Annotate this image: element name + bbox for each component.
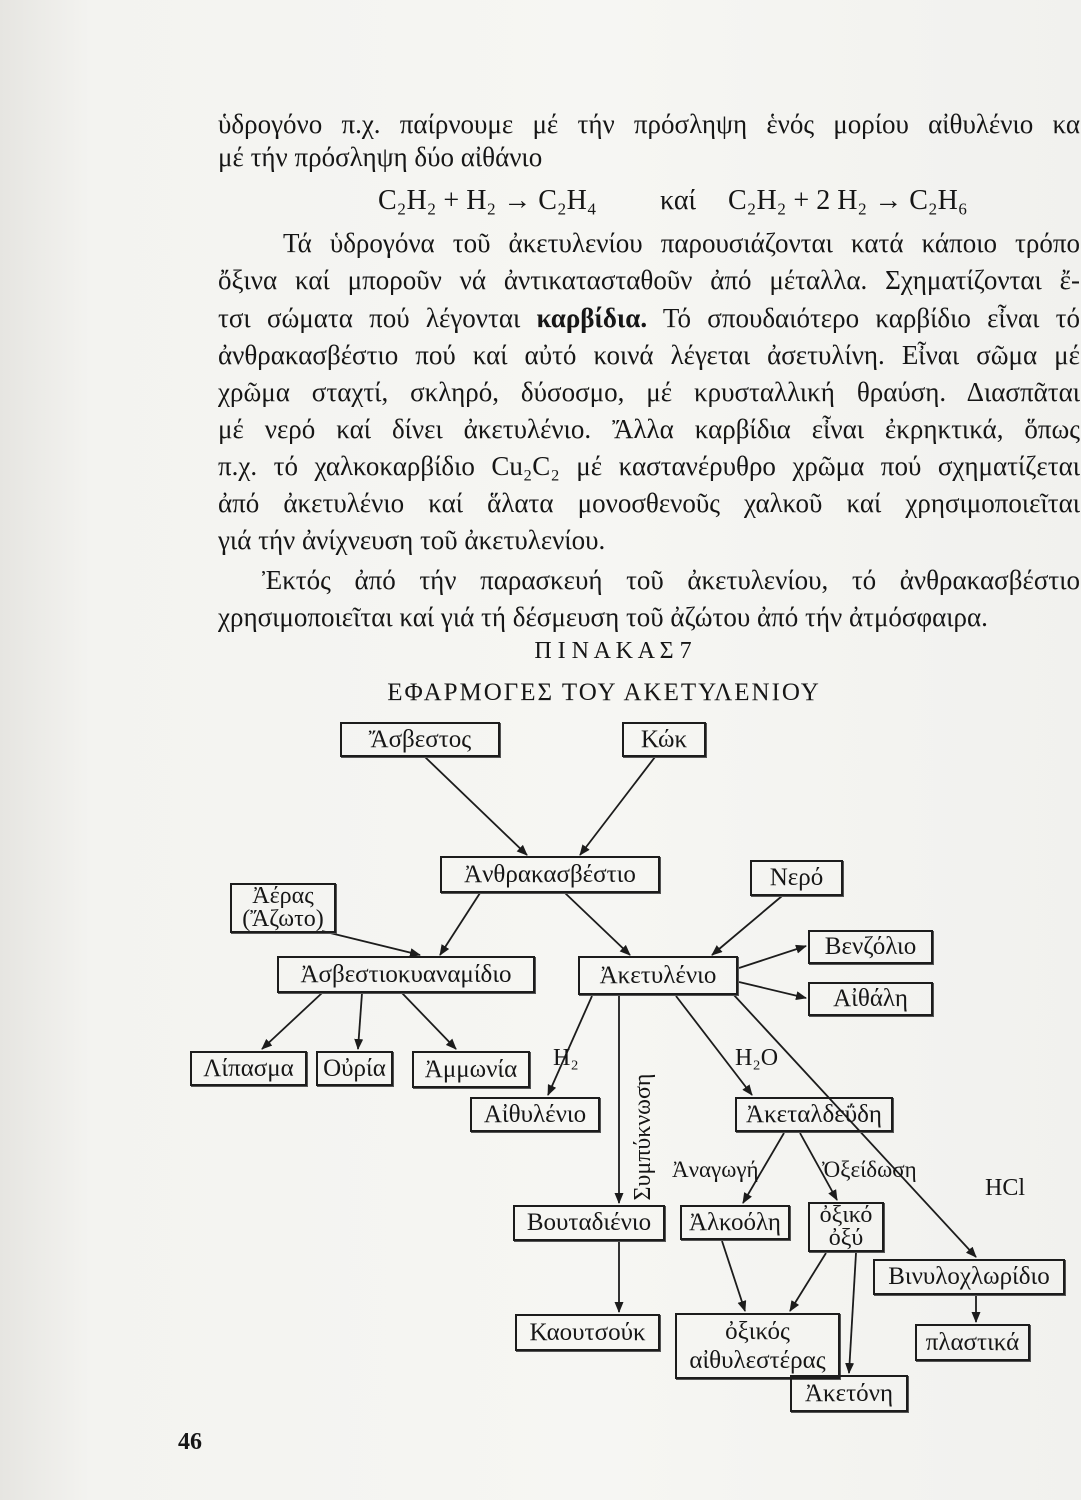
node-anthrakasvestio <box>440 856 660 893</box>
node-kok <box>622 722 706 757</box>
page-number: 46 <box>178 1429 202 1455</box>
node-label: Ἀέρας <box>252 883 314 909</box>
table-number: Π Ι Ν Α Κ Α Σ 7 <box>534 638 692 664</box>
node-label: Βινυλοχλωρίδιο <box>888 1263 1050 1290</box>
text-line: μέ τήν πρόσληψη δύο αἰθάνιο <box>218 142 543 172</box>
text-line: ἀπό ἀκετυλένιο καί ἅλατα μονοσθενοῦς χαλκοῦ καί χρησιμοποιεῖται <box>218 488 1080 518</box>
node-ouria <box>316 1051 393 1086</box>
text-segment: Τό σπουδαιότερο καρβίδιο εἶναι τό <box>647 303 1080 333</box>
node-aeras <box>230 883 336 933</box>
node-label: ὀξικός <box>725 1318 790 1345</box>
node-label: Ἀκεταλδεΰδη <box>746 1100 882 1128</box>
node-label: Ἀλκοόλη <box>689 1208 781 1236</box>
text-line: γιά τήν ἀνίχνευση τοῦ ἀκετυλενίου. <box>218 525 606 555</box>
node-ammonia <box>412 1051 530 1088</box>
edge-label-hydrogen: H₂ <box>553 1045 579 1071</box>
arrow-anthrakasvestio-to-aketylenio <box>565 893 630 955</box>
node-label: Βενζόλιο <box>824 933 917 960</box>
edge-label-oxidation: Ὀξείδωση <box>822 1157 917 1182</box>
arrow-asvestiokyanamidio-to-ammonia <box>402 993 456 1049</box>
node-kaoutsouk <box>515 1314 660 1351</box>
bold-term-carbides: καρβίδια. <box>536 303 648 333</box>
node-aketoni <box>790 1375 908 1412</box>
node-oxiko-oxy <box>808 1202 884 1252</box>
node-label: Νερό <box>769 864 824 891</box>
edge-label-water: H₂O <box>735 1045 779 1071</box>
node-label: Οὐρία <box>323 1054 386 1082</box>
node-label: Ἀκετυλένιο <box>599 961 717 989</box>
reaction-hydrogenation-ethylene: C₂H₂ + H₂ → C₂H₄ <box>378 185 597 216</box>
arrow-oxiko-oxy-to-oxikos-aithylesteras <box>790 1253 826 1311</box>
text-line: Ἐκτός ἀπό τήν παρασκευή τοῦ ἀκετυλενίου, τό ἀνθρακασβέστιο <box>262 565 1080 595</box>
edge-label-hcl: HCl <box>985 1175 1026 1201</box>
text-line: χρῶμα σταχτί, σκληρό, δύσοσμο, μέ κρυσταλλική θραύση. Διασπᾶται <box>218 377 1080 407</box>
node-label: αἰθυλεστέρας <box>689 1347 826 1374</box>
arrow-aeras-to-asvestiokyanamidio <box>322 931 420 955</box>
node-venzolio <box>808 930 933 964</box>
arrow-alkooli-to-oxikos-aithylesteras <box>722 1241 745 1311</box>
table-title: ΕΦΑΡΜΟΓΕΣ ΤΟΥ ΑΚΕΤΥΛΕΝΙΟΥ <box>387 679 821 706</box>
text-line: Τά ὑδρογόνα τοῦ ἀκετυλενίου παρουσιάζονται κατά κάποιο τρόπο <box>283 228 1080 258</box>
arrow-asvestiokyanamidio-to-ouria <box>358 993 362 1049</box>
node-label: Λίπασμα <box>203 1054 294 1082</box>
node-label: Ἄσβεστος <box>368 725 472 753</box>
node-lipasma <box>190 1051 307 1086</box>
arrow-asvestos-to-anthrakasvestio <box>425 757 527 855</box>
node-aithali <box>808 982 933 1016</box>
node-aketaldeydi <box>735 1097 893 1132</box>
text-line: ὑδρογόνο π.χ. παίρνουμε μέ τήν πρόσληψη ἑνός μορίου αἰθυλένιο κα <box>218 109 1080 139</box>
node-alkooli <box>680 1205 790 1240</box>
node-label: ὀξύ <box>828 1225 864 1251</box>
arrow-kok-to-anthrakasvestio <box>580 757 655 855</box>
reaction-hydrogenation-ethane: C₂H₂ + 2 H₂ → C₂H₆ <box>728 185 968 216</box>
edge-label-condensation: Συμπύκνωση <box>630 1073 656 1201</box>
node-label: Βουταδιένιο <box>526 1209 652 1236</box>
arrow-aketylenio-to-venzolio <box>739 946 806 968</box>
node-asvestiokyanamidio <box>277 956 535 993</box>
node-label: Ἀνθρακασβέστιο <box>464 860 636 888</box>
node-label: (Ἄζωτο) <box>242 906 324 932</box>
node-aithylenio <box>470 1097 600 1132</box>
node-oxikos-aithylesteras <box>675 1313 840 1379</box>
node-label: Ἀσβεστιοκυαναμίδιο <box>300 960 512 988</box>
edge-label-reduction: Ἀναγωγή <box>672 1157 759 1182</box>
node-label: ὀξικό <box>819 1202 873 1228</box>
node-nero <box>750 860 843 896</box>
equation-conjunction: καί <box>660 185 697 216</box>
node-label: Ἀμμωνία <box>424 1055 518 1083</box>
arrow-nero-to-aketylenio <box>712 896 782 955</box>
node-label: Καουτσούκ <box>529 1318 646 1346</box>
arrow-asvestiokyanamidio-to-lipasma <box>262 993 322 1049</box>
text-line: ἀνθρακασβέστιο πού καί αὐτό κοινά λέγεται ἀσετυλίνη. Εἶναι σῶμα μέ <box>218 340 1080 370</box>
text-line: ὄξινα καί μποροῦν νά ἀντικατασταθοῦν ἀπό μέταλλα. Σχηματίζονται ἔ- <box>218 265 1080 295</box>
node-label: πλαστικά <box>925 1328 1020 1356</box>
arrow-aketylenio-to-aithali <box>739 982 806 998</box>
node-asvestos <box>340 722 500 757</box>
node-label: Αἰθυλένιο <box>483 1100 587 1128</box>
node-aketylenio <box>578 956 738 995</box>
text-segment: τσι σώματα πού λέγονται <box>218 303 537 333</box>
arrow-anthrakasvestio-to-asvestiokyanamidio <box>440 893 480 955</box>
text-line: π.χ. τό χαλκοκαρβίδιο Cu₂C₂ μέ καστανέρυθρο χρῶμα πού σχηματίζεται <box>218 451 1080 481</box>
text-line: χρησιμοποιεῖται καί γιά τή δέσμευση τοῦ ἀζώτου ἀπό τήν ἀτμόσφαιρα. <box>218 602 988 632</box>
node-plastika <box>915 1324 1030 1361</box>
node-label: Αἰθάλη <box>833 985 908 1012</box>
text-line: μέ νερό καί δίνει ἀκετυλένιο. Ἄλλα καρβίδια εἶναι ἐκρηκτικά, ὅπως <box>218 414 1080 444</box>
node-label: Ἀκετόνη <box>804 1379 894 1407</box>
arrow-oxiko-oxy-to-aketoni <box>849 1253 856 1373</box>
node-label: Κώκ <box>640 725 688 753</box>
node-vinylochloridio <box>873 1259 1065 1295</box>
